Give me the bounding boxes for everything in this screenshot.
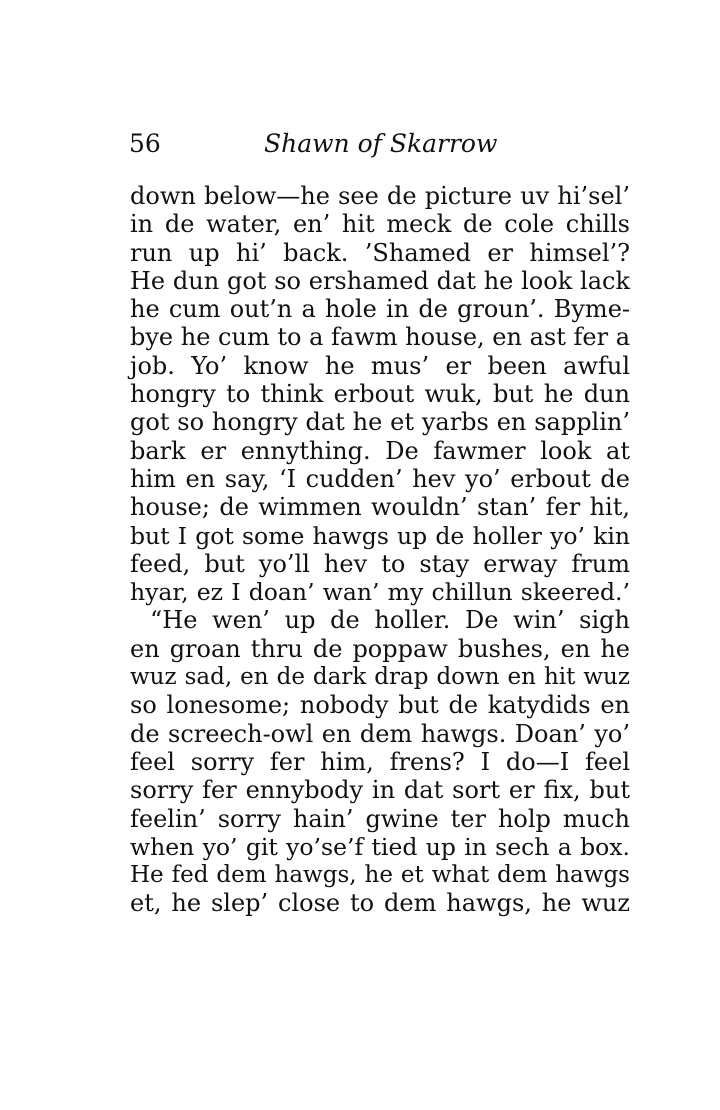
- text-line: feelin’ sorry hain’ gwine ter holp much: [130, 804, 630, 833]
- text-line: sorry fer ennybody in dat sort er fix, but: [130, 776, 630, 805]
- text-line: hongry to think erbout wuk, but he dun: [130, 380, 630, 409]
- text-line: bye he cum to a fawm house, en ast fer a: [130, 323, 630, 352]
- text-line: feed, but yo’ll hev to stay erway frum: [130, 549, 630, 578]
- text-line: but I got some hawgs up de holler yo’ kin: [130, 521, 630, 550]
- text-line: He dun got so ershamed dat he look lack: [130, 266, 630, 295]
- page-number: 56: [129, 129, 161, 158]
- page-header: [129, 124, 629, 164]
- paragraph-start-line: “He wen’ up de holler. De win’ sigh: [150, 606, 630, 635]
- text-line: in de water, en’ hit meck de cole chills: [130, 210, 630, 239]
- text-line: got so hongry dat he et yarbs en sapplin’: [130, 408, 630, 437]
- text-line: so lonesome; nobody but de katydids en: [130, 691, 630, 720]
- body-text: [130, 182, 630, 918]
- text-line: et, he slep’ close to dem hawgs, he wuz: [130, 889, 630, 918]
- text-line: house; de wimmen wouldn’ stan’ fer hit,: [130, 493, 630, 522]
- text-line: He fed dem hawgs, he et what dem hawgs: [130, 862, 630, 889]
- text-line: he cum out’n a hole in de groun’. Byme-: [130, 295, 630, 324]
- text-line: down below—he see de picture uv hi’sel’: [130, 182, 630, 210]
- text-line: run up hi’ back. ’Shamed er himsel’?: [130, 238, 630, 267]
- text-line: wuz sad, en de dark drap down en hit wuz: [130, 664, 630, 691]
- text-line: en groan thru de poppaw bushes, en he: [130, 634, 630, 663]
- text-line: de screech-owl en dem hawgs. Doan’ yo’: [130, 719, 630, 748]
- text-line: him en say, ‘I cudden’ hev yo’ erbout de: [130, 464, 630, 493]
- text-line: feel sorry fer him, frens? I do—I feel: [130, 747, 630, 776]
- text-line: job. Yo’ know he mus’ er been awful: [130, 351, 630, 380]
- text-line: when yo’ git yo’se’f tied up in sech a box.: [130, 832, 630, 861]
- running-title: Shawn of Skarrow: [264, 129, 498, 158]
- text-line: bark er ennything. De fawmer look at: [130, 436, 630, 465]
- text-line: hyar, ez I doan’ wan’ my chillun skeered.’: [130, 578, 630, 607]
